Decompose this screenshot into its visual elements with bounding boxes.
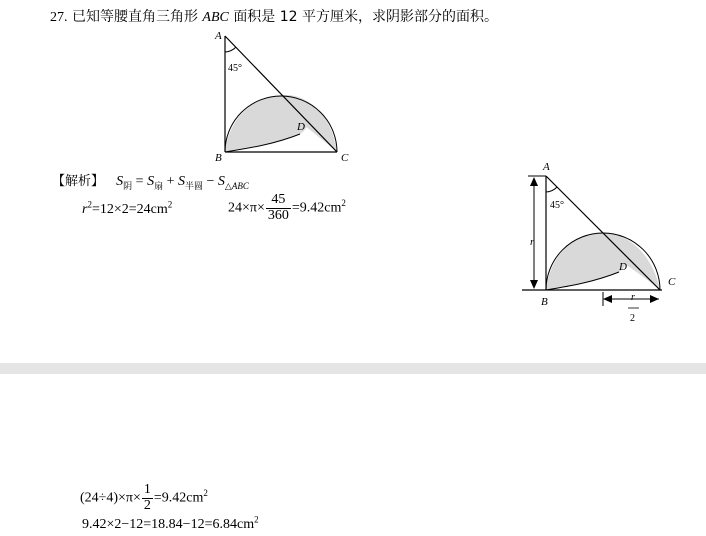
solution-line-2: 24×π× $\frac{45}{360}$ $=9.42cm^2$ (228, 192, 346, 223)
solution-line-3: (24÷4)×π× $\frac{1}{2}$ $=9.42cm^2$ (80, 482, 208, 513)
question-number: 27. (50, 10, 68, 25)
right-label-c: C (668, 276, 676, 288)
top-label-a: A (215, 30, 222, 42)
question-abc: ABC (202, 10, 229, 25)
question-text-before: 已知等腰直角三角形 (71, 9, 198, 25)
area-formula: $S_阴 = S_扇 + S_{半圆} - S_{\triangle ABC}$ (116, 174, 249, 192)
right-label-r: r (530, 236, 535, 248)
top-label-c: C (341, 152, 349, 164)
figure-right (516, 158, 686, 328)
right-label-b: B (541, 296, 548, 308)
right-angle-label: 45° (550, 200, 564, 211)
right-label-a: A (543, 161, 550, 173)
solution-line-4: $9.42\times 2-12=18.84-12=6.84cm^2$ (82, 514, 259, 532)
question-text (50, 6, 498, 26)
question-text-after: 面积是 12 平方厘米，求阴影部分的面积。 (233, 9, 499, 25)
solution-heading-line (52, 170, 249, 190)
top-angle-label: 45° (228, 63, 242, 74)
page-separator (0, 363, 706, 374)
fraction-45-360: $\frac{45}{360}$ (267, 192, 289, 223)
right-label-r-half-num: r (631, 292, 635, 303)
solution-line-1: $r^2=12\times 2=24cm^2$ (82, 199, 173, 217)
top-label-b: B (215, 152, 222, 164)
top-label-d: D (297, 121, 305, 133)
figure-top (205, 26, 365, 168)
solution-heading: 【解析】 (52, 174, 105, 189)
fraction-1-2: $\frac{1}{2}$ (143, 482, 151, 513)
right-label-d: D (619, 261, 627, 273)
right-label-r-half-den: 2 (630, 313, 635, 324)
